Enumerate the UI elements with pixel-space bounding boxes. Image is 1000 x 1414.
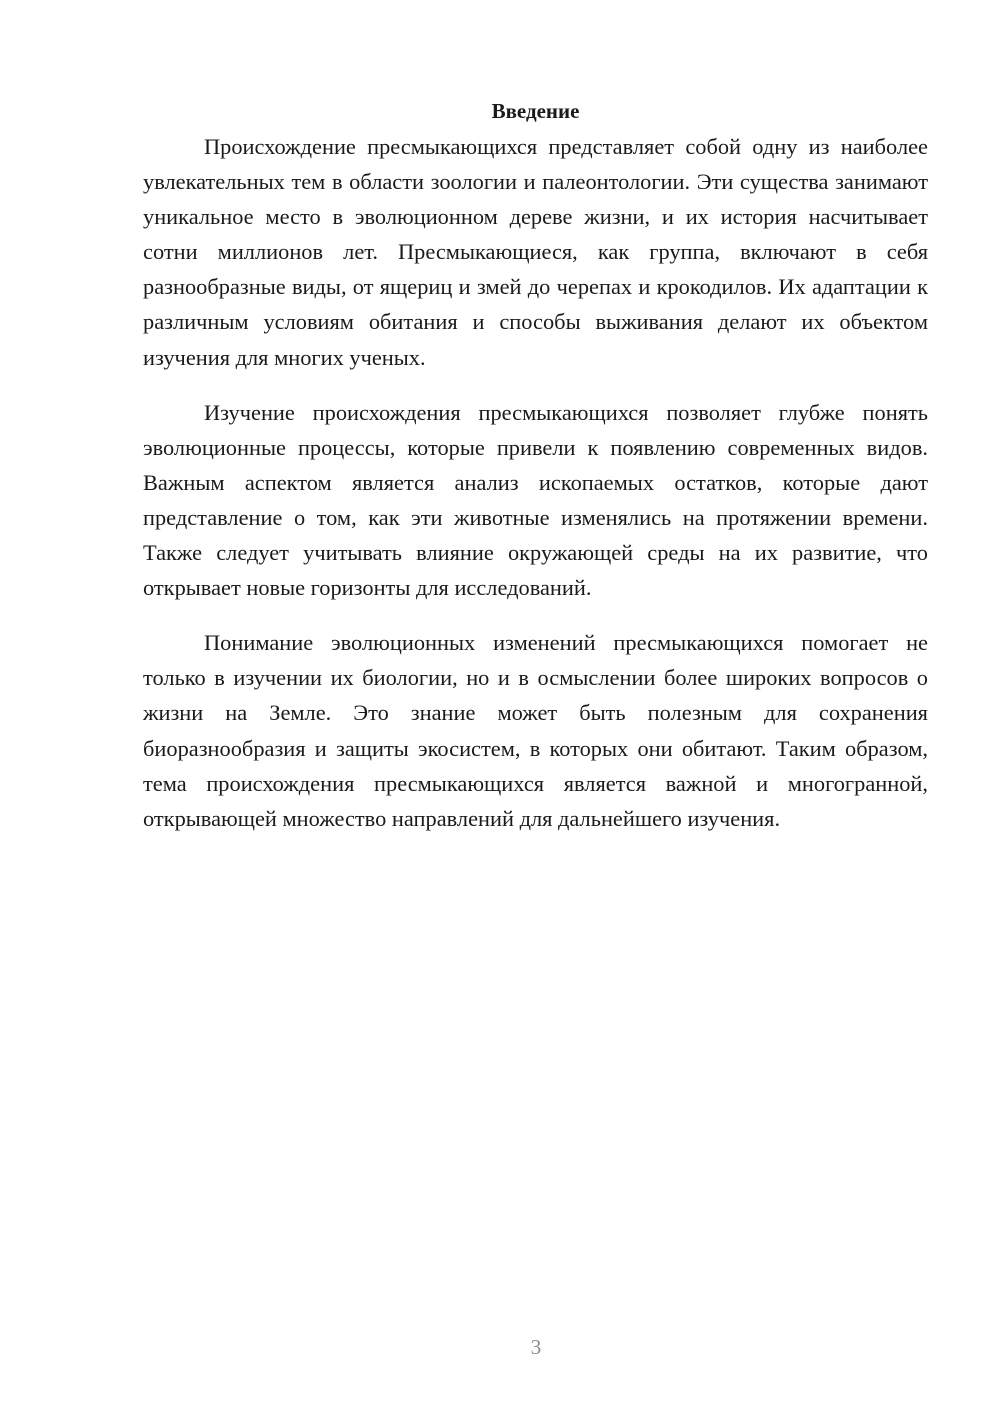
page-number: 3 xyxy=(530,1335,542,1359)
paragraph-1: Происхождение пресмыкающихся представляет собой одну из наиболее увлекательных тем в области зоологии и палеонтологии. Эти существа занимают уникальное место в эволюционном дереве жизни, и их история насчитывает сотни миллионов лет. Пресмыкающиеся, как группа, включают в себя разнообразные виды, от ящериц и змей до черепах и крокодилов. Их адаптации к различным условиям обитания и способы выживания делают их объектом изучения для многих ученых. xyxy=(143,134,928,370)
paragraph-2: Изучение происхождения пресмыкающихся позволяет глубже понять эволюционные процессы, которые привели к появлению современных видов. Важным аспектом является анализ ископаемых остатков, которые дают представление о том, как эти животные изменялись на протяжении времени. Также следует учитывать влияние окружающей среды на их развитие, что открывает новые горизонты для исследований. xyxy=(143,399,928,601)
paragraph-3: Понимание эволюционных изменений пресмыкающихся помогает не только в изучении их биологии, но и в осмыслении более широких вопросов о жизни на Земле. Это знание может быть полезным для сохранения биоразнообразия и защиты экосистем, в которых они обитают. Таким образом, тема происхождения пресмыкающихся является важной и многогранной, открывающей множество направлений для дальнейшего изучения. xyxy=(143,630,928,831)
page-title: Введение xyxy=(491,99,580,123)
page-content xyxy=(143,96,928,836)
